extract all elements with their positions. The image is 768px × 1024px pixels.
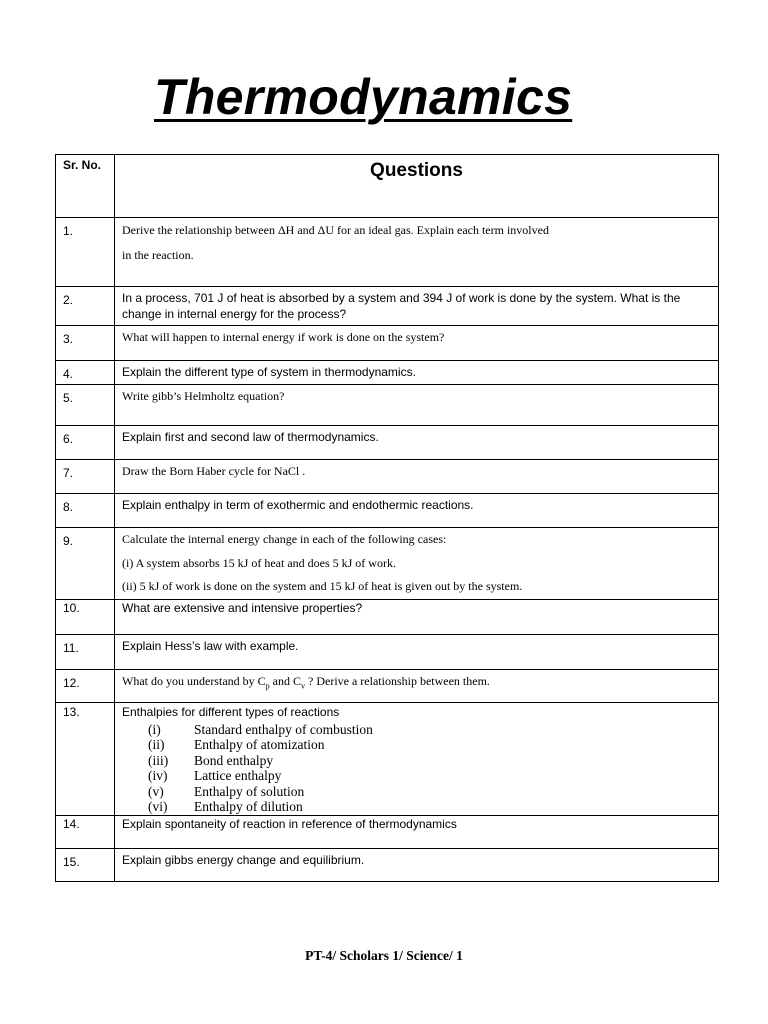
table-row: [56, 218, 719, 287]
question-text: Explain enthalpy in term of exothermic and endothermic reactions.: [115, 494, 719, 528]
table-row: [56, 494, 719, 528]
question-text: In a process, 701 J of heat is absorbed by a system and 394 J of work is done by the system. What is the change in internal energy for the process?: [115, 287, 719, 326]
enthalpy-list: [148, 722, 708, 816]
question-intro: Enthalpies for different types of reactions: [122, 704, 340, 719]
table-header-row: [56, 155, 719, 218]
table-row: [56, 816, 719, 849]
row-number: 3.: [56, 326, 115, 361]
row-number: 12.: [56, 669, 115, 702]
table-row: [56, 361, 719, 385]
question-text: Explain gibbs energy change and equilibrium.: [115, 849, 719, 882]
row-number: 2.: [56, 287, 115, 326]
question-text: Calculate the internal energy change in each of the following cases: (i) A system absorbs 15 kJ of heat and does 5 kJ of work. (ii) 5 kJ of work is done on the system and 15 kJ of heat is given out by the system.: [115, 528, 719, 600]
row-number: 11.: [56, 634, 115, 669]
table-row: [56, 326, 719, 361]
table-row: [56, 528, 719, 600]
row-number: 4.: [56, 361, 115, 385]
header-sr-no: Sr. No.: [63, 158, 102, 172]
question-text: [115, 702, 719, 816]
question-text: Derive the relationship between ΔH and ΔU for an ideal gas. Explain each term involved in the reaction.: [115, 218, 719, 287]
table-row: [56, 849, 719, 882]
row-number: 14.: [56, 816, 115, 849]
table-row: [56, 599, 719, 634]
row-number: 15.: [56, 849, 115, 882]
table-row: [56, 634, 719, 669]
question-text: What will happen to internal energy if work is done on the system?: [115, 326, 719, 361]
question-text: What are extensive and intensive properties?: [115, 599, 719, 634]
question-text: Explain Hess’s law with example.: [115, 634, 719, 669]
row-number: 5.: [56, 385, 115, 426]
table-row: [56, 426, 719, 460]
table-row: [56, 385, 719, 426]
question-text: Draw the Born Haber cycle for NaCl .: [115, 460, 719, 494]
row-number: 9.: [56, 528, 115, 600]
row-number: 8.: [56, 494, 115, 528]
row-number: 1.: [56, 218, 115, 287]
list-item: (v) Enthalpy of solution: [148, 783, 305, 799]
row-number: 13.: [56, 702, 115, 816]
list-item: (iv) Lattice enthalpy: [148, 768, 282, 784]
header-questions: Questions: [370, 160, 463, 181]
table-row: [56, 460, 719, 494]
list-item: (ii) Enthalpy of atomization: [148, 737, 325, 753]
row-number: 10.: [56, 599, 115, 634]
list-item: (iii) Bond enthalpy: [148, 752, 274, 768]
row-number: 6.: [56, 426, 115, 460]
question-text: Explain spontaneity of reaction in reference of thermodynamics: [115, 816, 719, 849]
list-item: (i) Standard enthalpy of combustion: [148, 721, 373, 737]
list-item: (vi) Enthalpy of dilution: [148, 799, 303, 815]
page-footer: PT-4/ Scholars 1/ Science/ 1: [305, 948, 463, 963]
table-row: [56, 669, 719, 702]
table-row: [56, 287, 719, 326]
question-text: Explain the different type of system in thermodynamics.: [115, 361, 719, 385]
page-title: Thermodynamics: [154, 69, 573, 125]
question-text: What do you understand by $C_p$ and $C_v$ ? Derive a relationship between them.: [115, 669, 719, 702]
question-text: Explain first and second law of thermodynamics.: [115, 426, 719, 460]
question-text: Write gibb’s Helmholtz equation?: [115, 385, 719, 426]
questions-table: [55, 154, 719, 882]
row-number: 7.: [56, 460, 115, 494]
table-row: [56, 702, 719, 816]
